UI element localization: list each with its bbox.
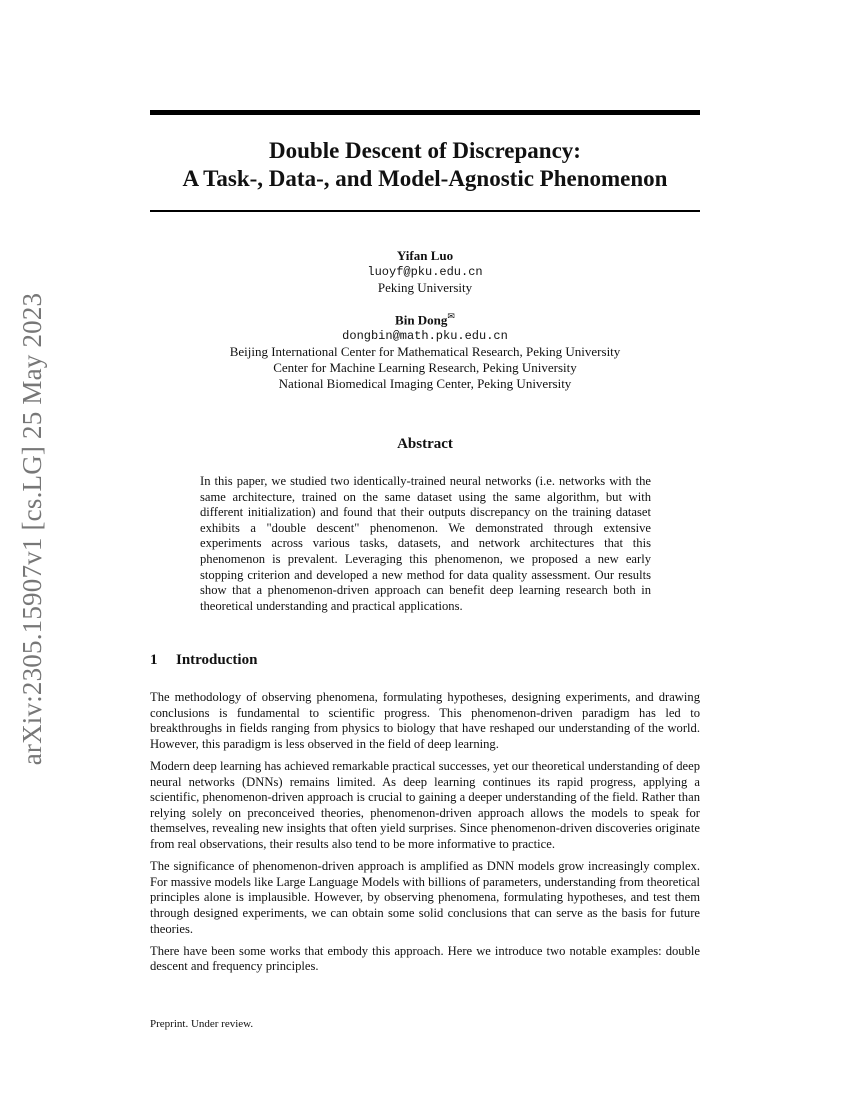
envelope-icon: ✉ [447,312,455,322]
section-title: Introduction [176,652,258,668]
paragraph: The methodology of observing phenomena, formulating hypotheses, designing experiments, and drawing conclusions is fundamental to scientific progress. This phenomenon-driven paradigm has led to breakthroughs in fields ranging from physics to biology that have reshaped our understanding of the world. However, this paradigm is less observed in the field of deep learning. [150,690,700,751]
author-email: dongbin@math.pku.edu.cn [342,329,508,344]
introduction-body [150,690,700,981]
arxiv-identifier: arXiv:2305.15907v1 [cs.LG] 25 May 2023 [17,292,47,766]
author-email: luoyf@pku.edu.cn [367,265,483,279]
footer-note: Preprint. Under review. [150,1018,254,1030]
author-affiliation: Beijing International Center for Mathematical Research, Peking University [229,344,621,360]
author-name: Yifan Luo [396,248,454,263]
title-line-1: Double Descent of Discrepancy: [269,138,581,163]
author-list [150,248,700,392]
abstract-text: In this paper, we studied two identically-trained neural networks (i.e. networks with the same architecture, trained on the same dataset using the same algorithm, but with different initialization) and found that their outputs discrepancy on the training dataset exhibits a "double descent" phenomenon. We demonstrated through extensive experiments across various tasks, datasets, and network architectures that this phenomenon is prevalent. Leveraging this phenomenon, we proposed a new early stopping criterion and developed a new method for data quality assessment. Our results show that a phenomenon-driven approach can benefit deep learning research both in theoretical understanding and practical applications. [200,474,651,613]
paragraph: Modern deep learning has achieved remarkable practical successes, yet our theoretical understanding of deep neural networks (DNNs) remains limited. As deep learning continues its rapid progress, applying a scientific, phenomenon-driven approach is crucial to gaining a deeper understanding of the field. Rather than relying solely on preconceived theories, phenomenon-driven approach allows the models to speak for themselves, revealing new insights that often yield surprises. Since phenomenon-driven discoveries originate from real observations, their results also tend to be more informative to practice. [150,758,700,851]
title-line-2: A Task-, Data-, and Model-Agnostic Phenomenon [182,166,668,191]
section-number: 1 [150,652,158,668]
title-top-rule [150,110,700,115]
author-affiliation: National Biomedical Imaging Center, Peking University [278,376,572,392]
title-bottom-rule [150,210,700,212]
author-block-1 [150,248,700,296]
abstract-heading: Abstract [397,436,453,452]
author-name-line [150,309,700,328]
paragraph: The significance of phenomenon-driven approach is amplified as DNN models grow increasingly complex. For massive models like Large Language Models with billions of parameters, understanding from theoretical principles alone is implausible. However, by observing phenomena, formulating hypotheses, and test them through designed experiments, we can obtain some solid conclusions that can serve as the basis for future theories. [150,859,700,936]
paragraph: There have been some works that embody this approach. Here we introduce two notable examples: double descent and frequency principles. [150,943,700,974]
author-name: Bin Dong [395,312,448,328]
author-affiliation: Center for Machine Learning Research, Peking University [273,360,577,376]
paper-title [150,137,700,193]
author-block-2 [150,309,700,392]
author-affiliation: Peking University [377,280,473,295]
section-heading [150,652,257,669]
